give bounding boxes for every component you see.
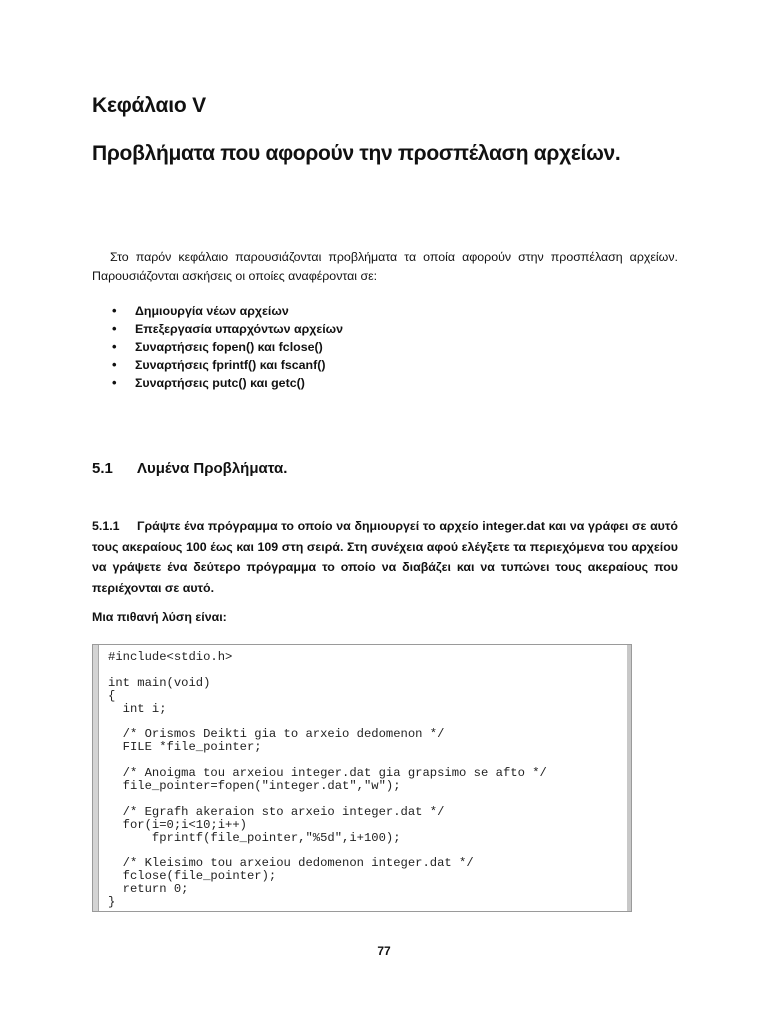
code-line: FILE *file_pointer; — [108, 740, 262, 755]
intro-text: Στο παρόν κεφάλαιο παρουσιάζονται προβλήματα τα οποία αφορούν στην προσπέλαση αρχείων. Παρουσιάζονται ασκήσεις οι οποίες αναφέρονται σε: — [92, 250, 678, 283]
problem-number: 5.1.1 — [92, 519, 120, 533]
code-line: for(i=0;i<10;i++) — [108, 817, 247, 832]
chapter-label: Κεφάλαιο V — [92, 94, 206, 117]
code-line: return 0; — [108, 882, 189, 897]
section-title: Λυμένα Προβλήματα. — [137, 460, 288, 477]
section-heading — [92, 460, 287, 477]
topics-list — [112, 302, 343, 392]
code-line: /* Orismos Deikti gia to arxeio dedomenon */ — [108, 727, 445, 742]
topic-item: • Επεξεργασία υπαρχόντων αρχείων — [112, 320, 343, 338]
code-line: fprintf(file_pointer,"%5d",i+100); — [108, 830, 401, 845]
problem-text: Γράψτε ένα πρόγραμμα το οποίο να δημιουργεί το αρχείο integer.dat και να γράφει σε αυτό τους ακεραίους 100 έως και 109 στη σειρά. Στη συνέχεια αφού ελέγξετε τα περιεχόμενα του αρχείου να γράψετε ένα δεύτερο πρόγραμμα το οποίο να διαβάζει και να τυπώνει τους ακεραίους που περιέχονται σε αυτό. — [92, 519, 678, 595]
topic-item: • Συναρτήσεις putc() και getc() — [112, 374, 343, 392]
code-gutter — [93, 645, 99, 911]
code-line: int main(void) — [108, 675, 211, 690]
code-line: { — [108, 688, 116, 703]
code-line: /* Anoigma tou arxeiou integer.dat gia grapsimo se afto */ — [108, 766, 547, 781]
problem-paragraph — [92, 516, 678, 598]
topic-item: • Δημιουργία νέων αρχείων — [112, 302, 343, 320]
code-scrollbar — [627, 645, 631, 911]
code-line: int i; — [108, 701, 167, 716]
code-line: fclose(file_pointer); — [108, 869, 277, 884]
code-line: /* Egrafh akeraion sto arxeio integer.dat */ — [108, 804, 445, 819]
chapter-title: Προβλήματα που αφορούν την προσπέλαση αρχείων. — [92, 142, 621, 165]
code-listing — [92, 644, 632, 912]
topic-item: • Συναρτήσεις fopen() και fclose() — [112, 338, 343, 356]
code-line: #include<stdio.h> — [108, 650, 233, 664]
code-line: } — [108, 895, 116, 910]
solution-label: Μια πιθανή λύση είναι: — [92, 610, 227, 624]
section-number: 5.1 — [92, 460, 113, 477]
page-number: 77 — [377, 944, 391, 958]
topic-item: • Συναρτήσεις fprintf() και fscanf() — [112, 356, 343, 374]
code-line: file_pointer=fopen("integer.dat","w"); — [108, 779, 401, 793]
intro-paragraph — [92, 248, 678, 286]
code-line: /* Kleisimo tou arxeiou dedomenon integer.dat */ — [108, 856, 474, 871]
